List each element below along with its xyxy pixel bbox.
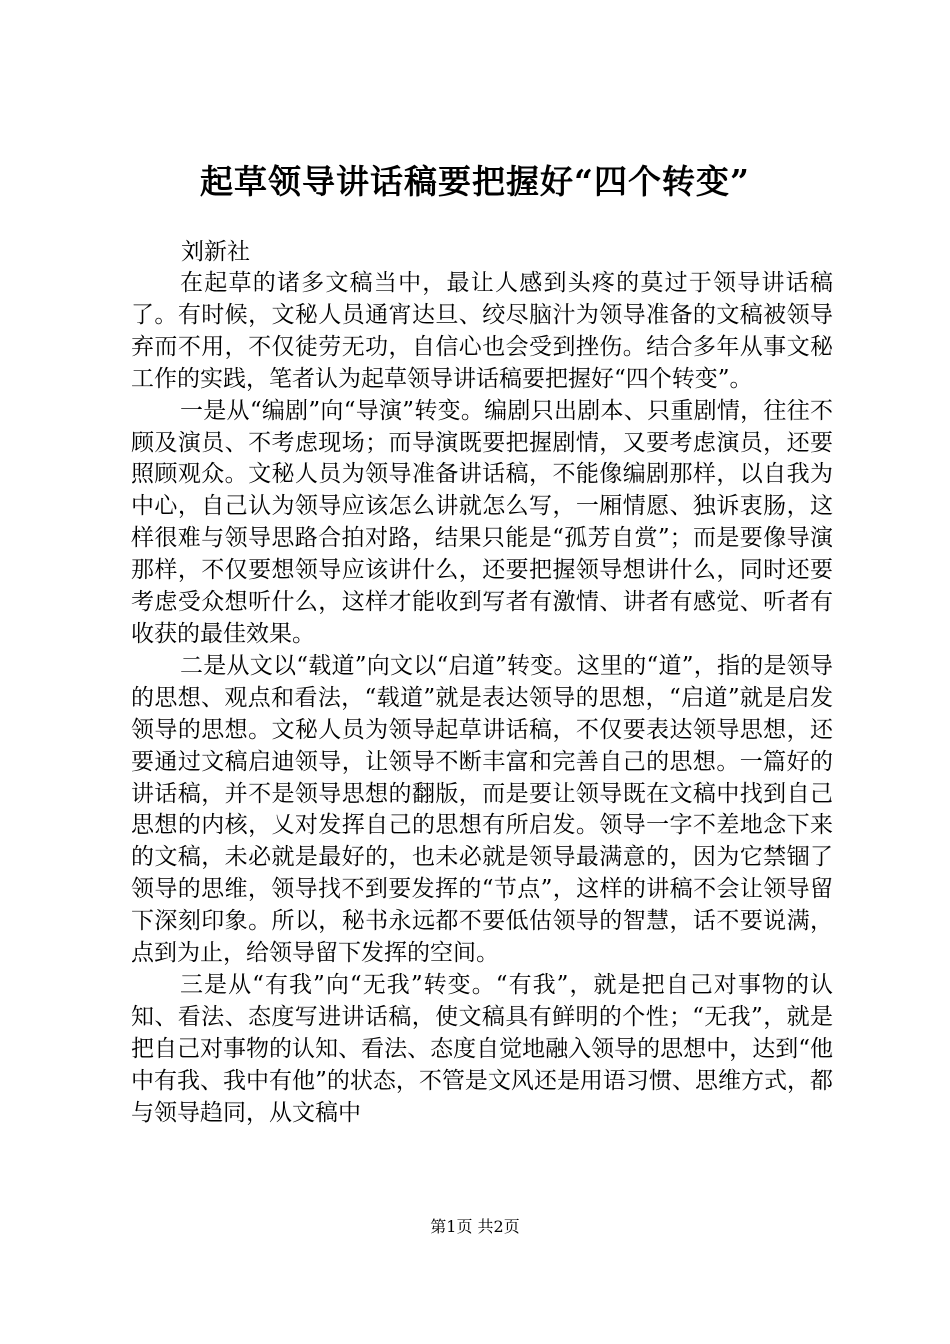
page-number-footer: 第1页 共2页 (430, 1217, 520, 1236)
paragraph-intro: 在起草的诸多文稿当中，最让人感到头疼的莫过于领导讲话稿了。有时候，文秘人员通宵达旦、绞尽脑汁为领导准备的文稿被领导弃而不用，不仅徒劳无功，自信心也会受到挫伤。结合多年从事文秘工作的实践，笔者认为起草领导讲话稿要把握好“四个转变”。 (131, 270, 833, 392)
document-title: 起草领导讲话稿要把握好“四个转变” (200, 162, 750, 201)
paragraph-second-point: 二是从文以“载道”向文以“启道”转变。这里的“道”，指的是领导的思想、观点和看法，“载道”就是表达领导的思想，“启道”就是启发领导的思想。文秘人员为领导起草讲话稿，不仅要表达领导思想，还要通过文稿启迪领导，让领导不断丰富和完善自己的思想。一篇好的讲话稿，并不是领导思想的翻版，而是要让领导既在文稿中找到自己思想的内核，乂对发挥自己的思想有所启发。领导一字不差地念下来的文稿，未必就是最好的，也未必就是领导最满意的，因为它禁锢了领导的思维，领导找不到要发挥的“节点”，这样的讲稿不会让领导留下深刻印象。所以，秘书永远都不要低估领导的智慧，话不要说满，点到为止，给领导留下发挥的空间。 (131, 652, 833, 967)
paragraph-first-point: 一是从“编剧”向“导演”转变。编剧只出剧本、只重剧情，往往不顾及演员、不考虑现场；而导演既要把握剧情，又要考虑演员，还要照顾观众。文秘人员为领导准备讲话稿，不能像编剧那样，以自我为中心，自己认为领导应该怎么讲就怎么写，一厢情愿、独诉衷肠，这样很难与领导思路合拍对路，结果只能是“孤芳自赏”；而是要像导演那样，不仅要想领导应该讲什么，还要把握领导想讲什么，同时还要考虑受众想听什么，这样才能收到写者有激情、讲者有感觉、听者有收获的最佳效果。 (131, 397, 833, 647)
author-name: 刘新社 (181, 239, 250, 265)
document-body (131, 268, 833, 1129)
paragraph-third-point: 三是从“有我”向“无我”转变。“有我”，就是把自己对事物的认知、看法、态度写进讲话稿，使文稿具有鲜明的个性；“无我”，就是把自己对事物的认知、看法、态度自觉地融入领导的思想中，达到“他中有我、我中有他”的状态，不管是文风还是用语习惯、思维方式，都与领导趋同，从文稿中 (131, 971, 833, 1126)
